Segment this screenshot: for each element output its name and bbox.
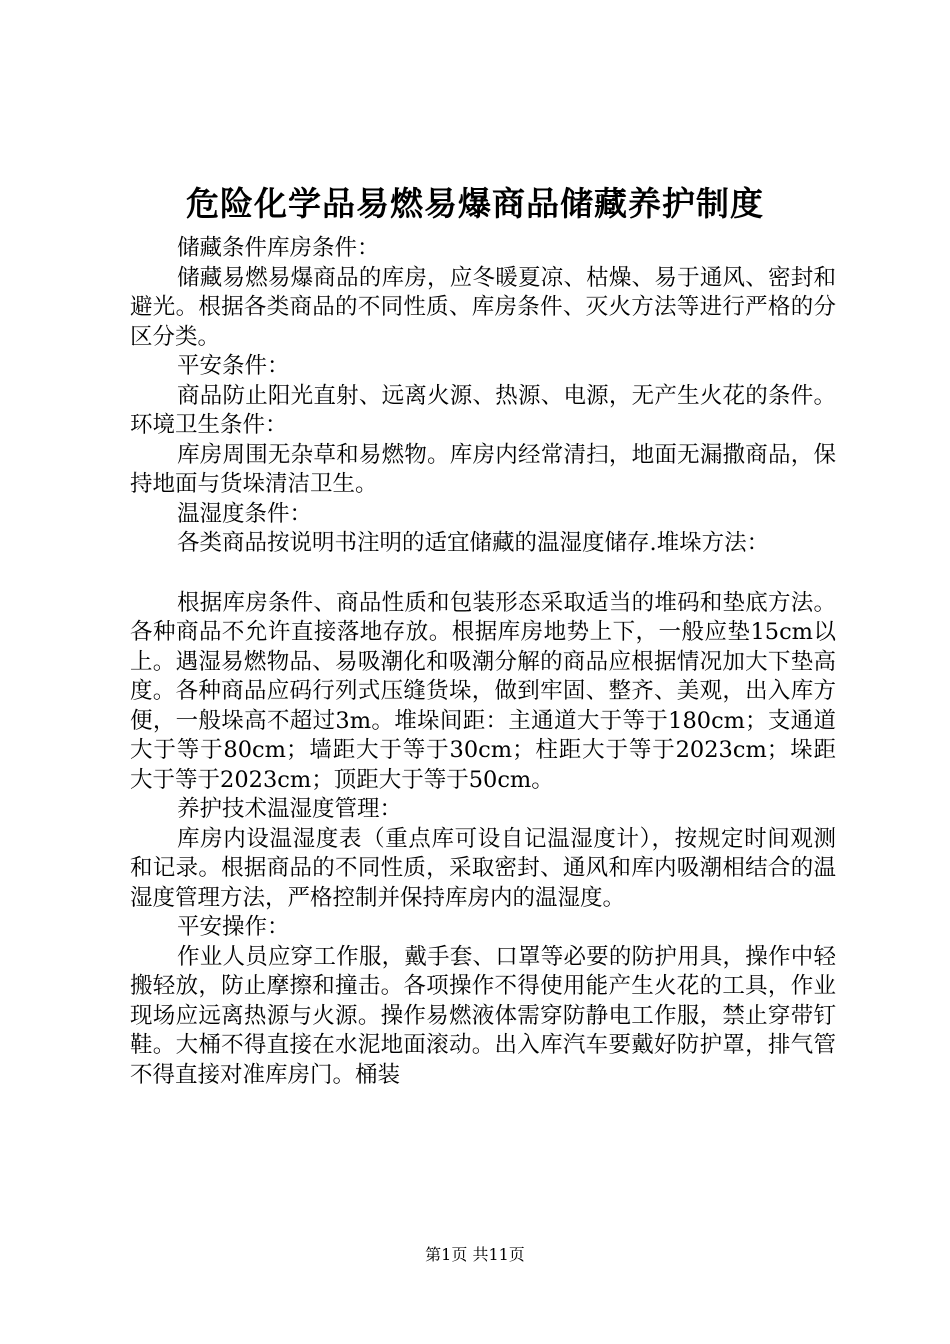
paragraph-safety-conditions-heading: 平安条件： xyxy=(177,353,290,379)
paragraph-humidity-management: 库房内设温湿度表（重点库可设自记温湿度计），按规定时间观测和记录。根据商品的不同性质，采取密封、通风和库内吸潮相结合的温湿度管理方法，严格控制并保持库房内的温湿度。 xyxy=(130,825,836,911)
paragraph-warehouse-requirements: 储藏易燃易爆商品的库房，应冬暖夏凉、枯燥、易于通风、密封和避光。根据各类商品的不同性质、库房条件、灭火方法等进行严格的分区分类。 xyxy=(130,264,836,350)
paragraph-temperature-humidity-heading: 温湿度条件： xyxy=(177,500,313,527)
paragraph-safety-conditions: 商品防止阳光直射、远离火源、热源、电源，无产生火花的条件。环境卫生条件： xyxy=(130,382,836,438)
document-body xyxy=(130,234,836,1090)
paragraph-stacking-methods: 根据库房条件、商品性质和包装形态采取适当的堆码和垫底方法。各种商品不允许直接落地存放。根据库房地势上下，一般应垫15cm以上。遇湿易燃物品、易吸潮化和吸潮分解的商品应根据情况加大下垫高度。各种商品应码行列式压缝货垛，做到牢固、整齐、美观，出入库方便，一般垛高不超过3m。堆垛间距：主通道大于等于180cm；支通道大于等于80cm；墙距大于等于30cm；柱距大于等于2023cm；垛距大于等于2023cm；顶距大于等于50cm。 xyxy=(130,589,836,793)
paragraph-safe-operation: 作业人员应穿工作服，戴手套、口罩等必要的防护用具，操作中轻搬轻放，防止摩擦和撞击。各项操作不得使用能产生火花的工具，作业现场应远离热源与火源。操作易燃液体需穿防静电工作服，禁止穿带钉鞋。大桶不得直接在水泥地面滚动。出入库汽车要戴好防护罩，排气管不得直接对准库房门。桶装 xyxy=(130,943,836,1088)
page-number-footer: 第1页 共11页 xyxy=(425,1245,525,1264)
paragraph-gap xyxy=(130,559,836,589)
paragraph-safe-operation-heading: 平安操作： xyxy=(177,914,290,940)
paragraph-storage-conditions-heading: 储藏条件库房条件： xyxy=(177,235,380,261)
paragraph-hygiene-conditions: 库房周围无杂草和易燃物。库房内经常清扫，地面无漏撒商品，保持地面与货垛清洁卫生。 xyxy=(130,441,836,497)
document-title: 危险化学品易燃易爆商品储藏养护制度 xyxy=(186,184,764,223)
paragraph-maintenance-heading: 养护技术温湿度管理： xyxy=(177,796,403,822)
paragraph-temperature-humidity-storage: 各类商品按说明书注明的适宜储藏的温湿度储存.堆垛方法： xyxy=(177,530,770,556)
